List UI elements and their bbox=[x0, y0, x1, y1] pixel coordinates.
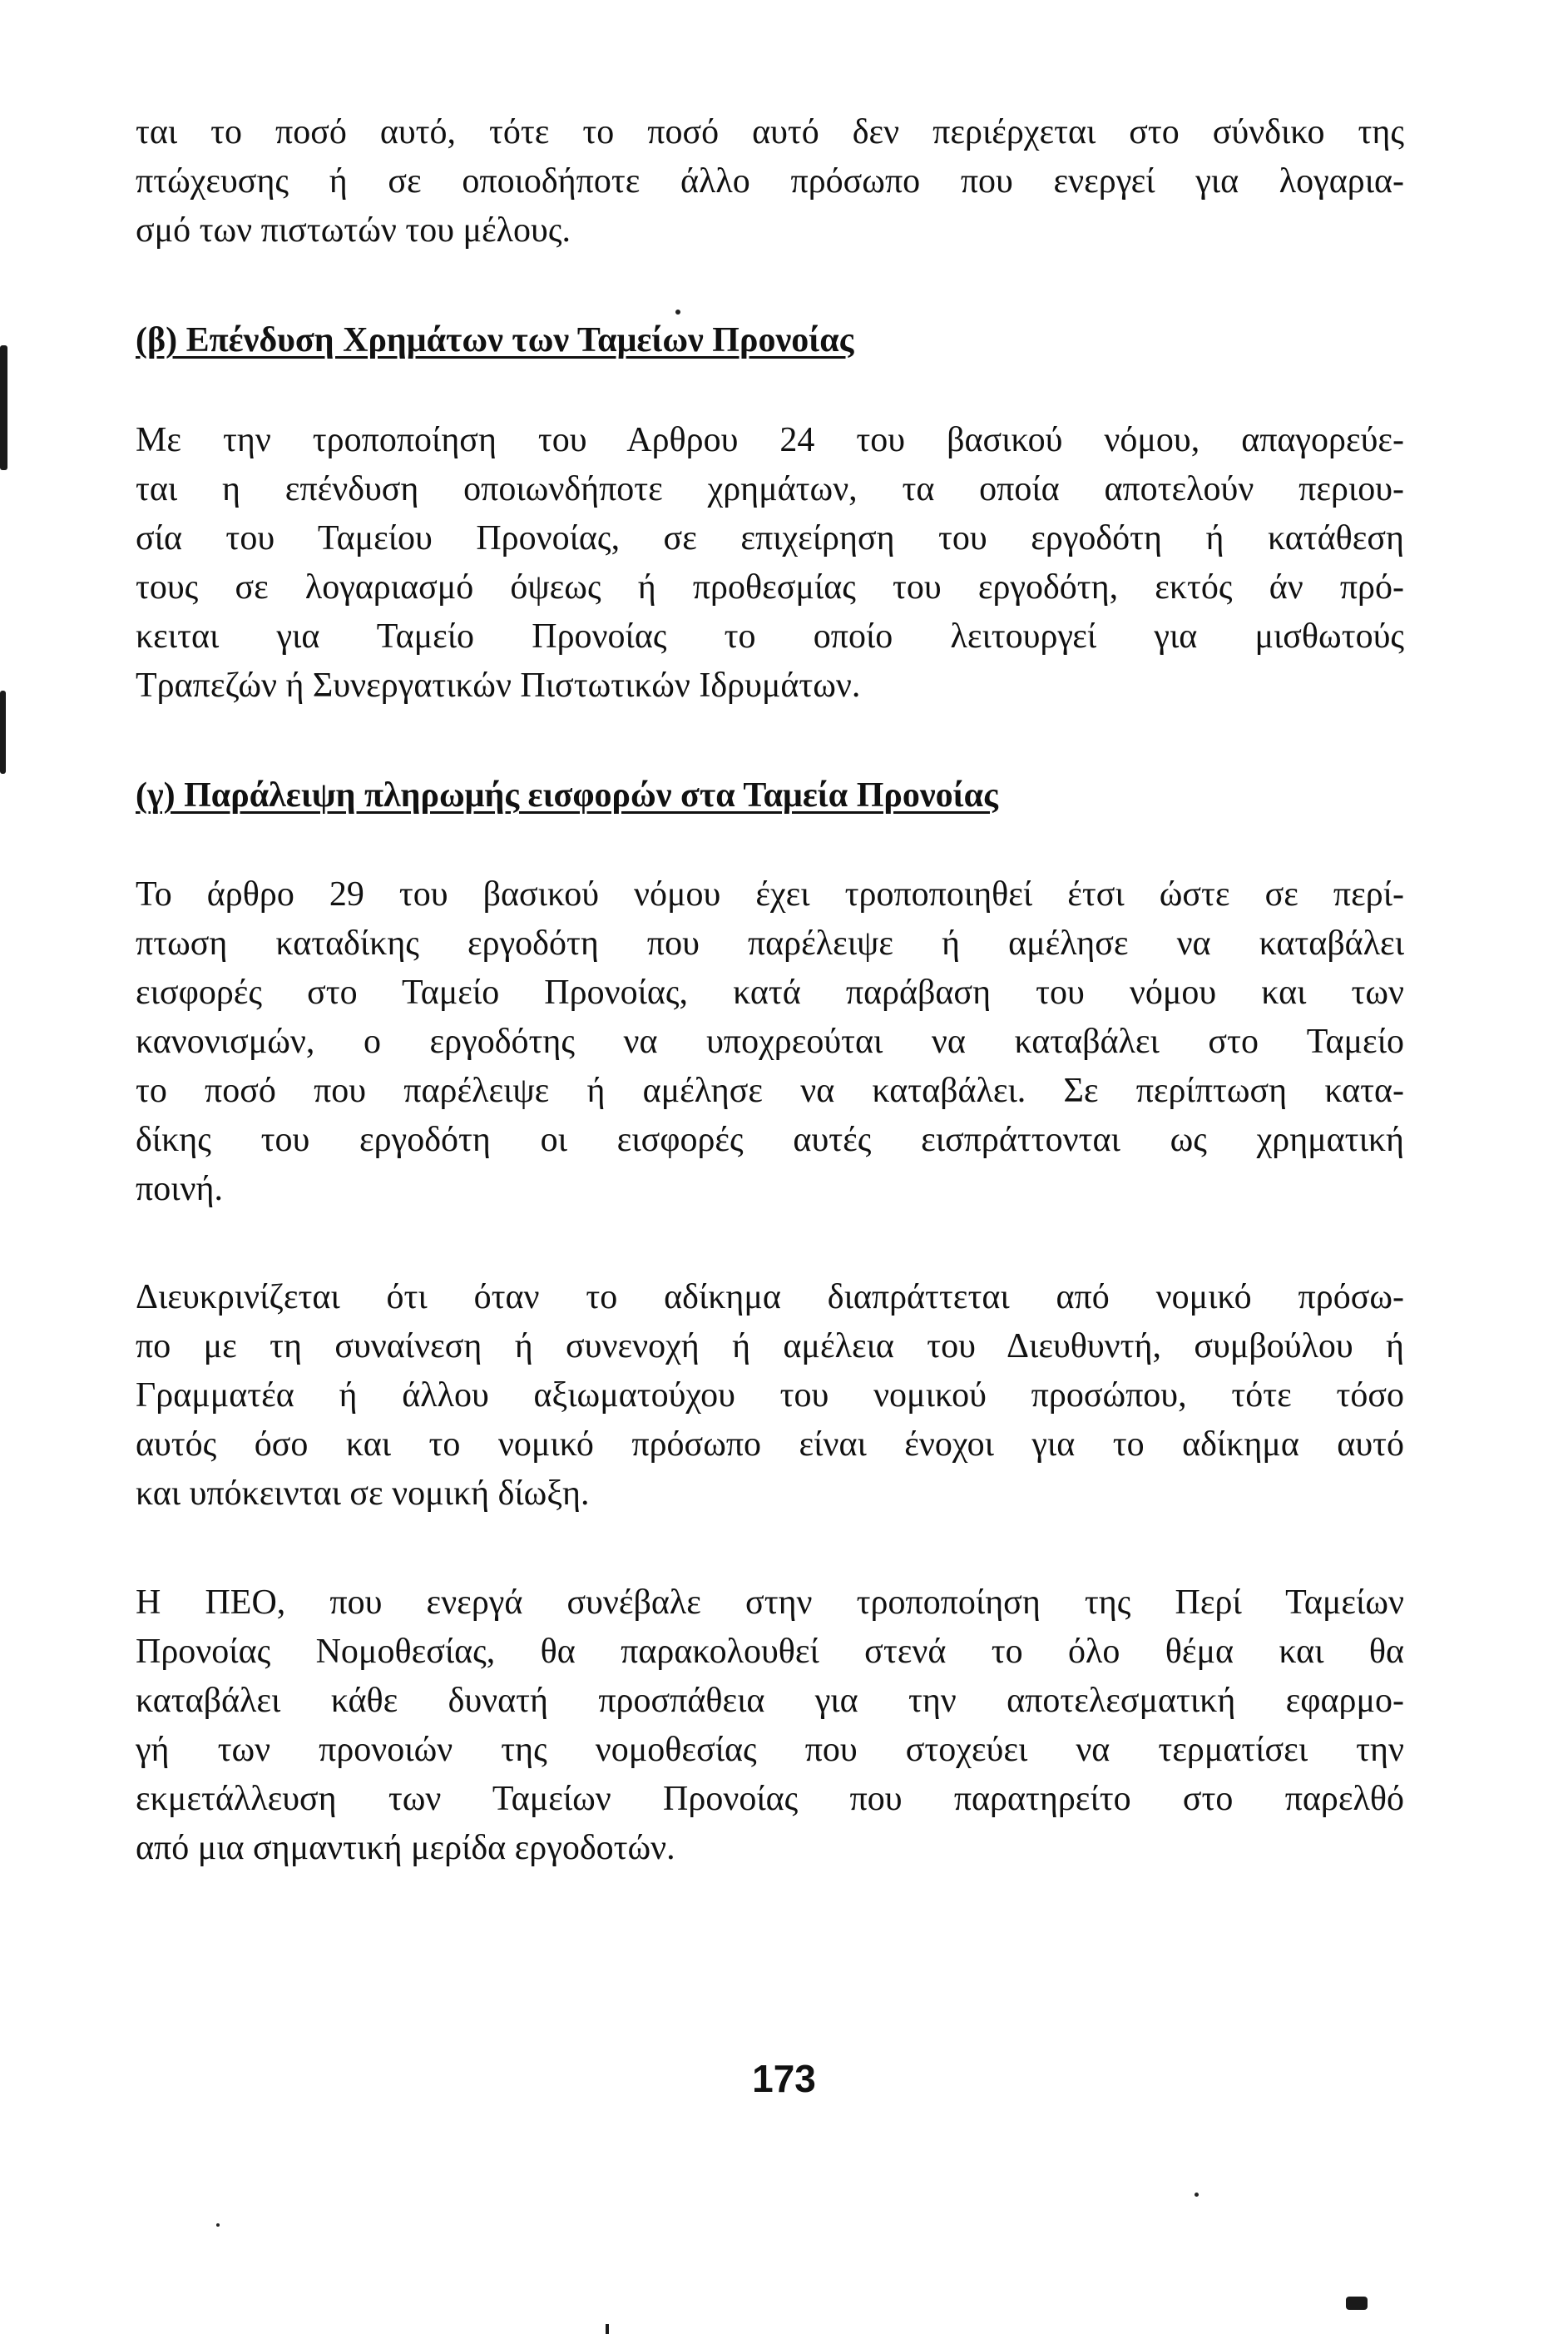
section-b-line: Τραπεζών ή Συνεργατικών Πιστωτικών Ιδρυμάτων. bbox=[136, 667, 861, 705]
section-c-p1-line: εισφορές στο Ταμείο Προνοίας, κατά παράβαση του νόμου και των bbox=[136, 974, 1404, 1012]
section-c-p3-line: καταβάλει κάθε δυνατή προσπάθεια για την αποτελεσματική εφαρμο- bbox=[136, 1682, 1404, 1720]
section-b-line: σία του Ταμείου Προνοίας, σε επιχείρηση του εργοδότη ή κατάθεση bbox=[136, 519, 1404, 557]
section-c-p1-line: δίκης του εργοδότη οι εισφορές αυτές εισπράττονται ως χρηματική bbox=[136, 1121, 1404, 1159]
intro-line: ται το ποσό αυτό, τότε το ποσό αυτό δεν περιέρχεται στο σύνδικο της bbox=[136, 113, 1404, 151]
scan-artifact-left-top bbox=[0, 345, 7, 470]
section-b-line: Με την τροποποίηση του Αρθρου 24 του βασικού νόμου, απαγορεύε- bbox=[136, 421, 1404, 459]
section-c-p3-line: από μια σημαντική μερίδα εργοδοτών. bbox=[136, 1829, 675, 1867]
section-b-paragraph bbox=[136, 416, 1404, 711]
section-b-heading: (β) Επένδυση Χρημάτων των Ταμείων Προνοίας bbox=[136, 321, 854, 359]
section-c-p1-line: ποινή. bbox=[136, 1170, 223, 1208]
section-c-p3-line: Η ΠΕΟ, που ενεργά συνέβαλε στην τροποποίηση της Περί Ταμείων bbox=[136, 1583, 1404, 1622]
page-number: 173 bbox=[752, 2057, 816, 2100]
section-c-p3-line: εκμετάλλευση των Ταμείων Προνοίας που παρατηρείτο στο παρελθό bbox=[136, 1780, 1404, 1818]
scan-artifact-left-bottom bbox=[0, 691, 6, 774]
section-c-p3-line: γή των προνοιών της νομοθεσίας που στοχεύει να τερματίσει την bbox=[136, 1731, 1404, 1769]
section-c-p2-line: Διευκρινίζεται ότι όταν το αδίκημα διαπράττεται από νομικό πρόσω- bbox=[136, 1278, 1404, 1316]
section-c-p2-line: πο με τη συναίνεση ή συνενοχή ή αμέλεια του Διευθυντή, συμβούλου ή bbox=[136, 1327, 1404, 1365]
section-c-p3-line: Προνοίας Νομοθεσίας, θα παρακολουθεί στενά το όλο θέμα και θα bbox=[136, 1633, 1404, 1671]
intro-line: σμό των πιστωτών του μέλους. bbox=[136, 211, 571, 250]
section-c-paragraph-3 bbox=[136, 1578, 1404, 1873]
section-c-paragraph-1 bbox=[136, 870, 1404, 1214]
section-b-line: τους σε λογαριασμό όψεως ή προθεσμίας του εργοδότη, εκτός άν πρό- bbox=[136, 568, 1404, 607]
section-b-line: ται η επένδυση οποιωνδήποτε χρημάτων, τα οποία αποτελούν περιου- bbox=[136, 470, 1404, 508]
section-c-heading: (γ) Παράλειψη πληρωμής εισφορών στα Ταμεία Προνοίας bbox=[136, 776, 998, 815]
section-c-p2-line: Γραμματέα ή άλλου αξιωματούχου του νομικού προσώπου, τότε τόσο bbox=[136, 1376, 1404, 1415]
scan-speck bbox=[1195, 2193, 1199, 2197]
section-c-paragraph-2 bbox=[136, 1273, 1404, 1519]
scan-speck bbox=[216, 2223, 220, 2227]
section-b-line: κειται για Ταμείο Προνοίας το οποίο λειτουργεί για μισθωτούς bbox=[136, 617, 1404, 656]
scan-artifact-bottom-center bbox=[606, 2324, 609, 2334]
scan-speck bbox=[675, 310, 680, 315]
section-c-p1-line: πτωση καταδίκης εργοδότη που παρέλειψε ή αμέλησε να καταβάλει bbox=[136, 924, 1404, 963]
section-c-p1-line: κανονισμών, ο εργοδότης να υποχρεούται να καταβάλει στο Ταμείο bbox=[136, 1023, 1404, 1061]
section-c-p1-line: το ποσό που παρέλειψε ή αμέλησε να καταβάλει. Σε περίπτωση κατα- bbox=[136, 1072, 1404, 1110]
scan-artifact-bottom-right bbox=[1346, 2297, 1368, 2310]
section-c-p2-line: και υπόκεινται σε νομική δίωξη. bbox=[136, 1474, 590, 1513]
intro-line: πτώχευσης ή σε οποιοδήποτε άλλο πρόσωπο που ενεργεί για λογαρια- bbox=[136, 162, 1404, 201]
intro-paragraph bbox=[136, 108, 1404, 255]
section-c-p1-line: Το άρθρο 29 του βασικού νόμου έχει τροποποιηθεί έτσι ώστε σε περί- bbox=[136, 875, 1404, 914]
section-c-p2-line: αυτός όσο και το νομικό πρόσωπο είναι ένοχοι για το αδίκημα αυτό bbox=[136, 1425, 1404, 1464]
